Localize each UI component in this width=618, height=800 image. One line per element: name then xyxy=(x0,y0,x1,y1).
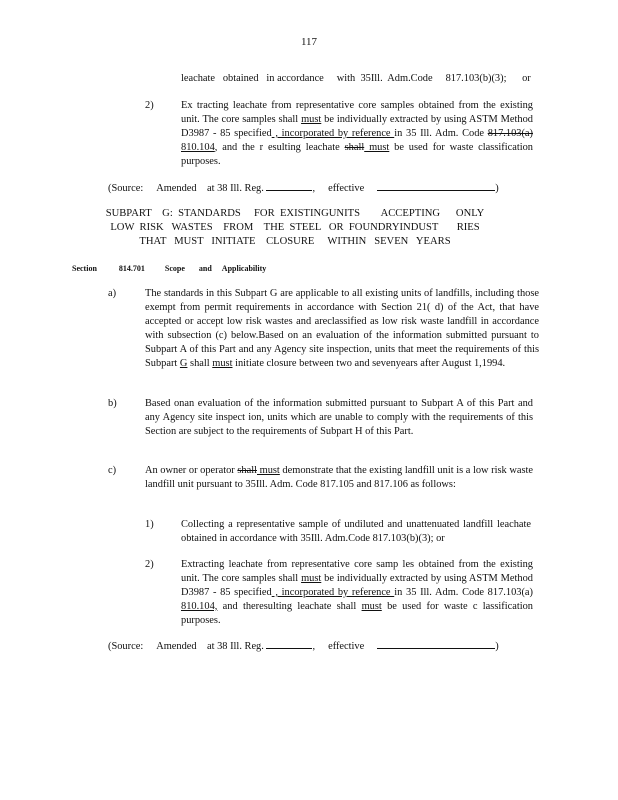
para-c-text: An owner or operator shall must demonstrate that the existing landfill unit is a low risk waste landfill unit pursuant to 35Ill. Adm. Code 817.105 and 817.106 as follows: xyxy=(145,465,533,490)
para-c-item-2-label: 2) xyxy=(145,559,154,570)
item-2-label: 2) xyxy=(145,100,154,111)
para-c-item-2-text: Extracting leachate from representative core samp les obtained from the existing unit. The core samples shall must be individually extracted by using ASTM Method D3987 - 85 specified , incorporated by reference in 35 Ill. Adm. Code 817.103(a) 810.104, and theresulting leachate shall must be used for waste c lassification purposes. xyxy=(181,559,533,626)
section-word: Section xyxy=(72,264,97,273)
subpart-line-2: LOW RISK WASTES FROM THE STEEL OR FOUNDRYINDUST RIES xyxy=(110,222,480,233)
para-c-label: c) xyxy=(108,465,117,476)
section-title-word-3: Applicability xyxy=(221,264,267,273)
para-c-item-1-label: 1) xyxy=(145,519,154,530)
page-number: 117 xyxy=(300,36,318,48)
section-heading xyxy=(72,262,266,276)
section-number: 814.701 xyxy=(118,264,145,273)
para-b-label: b) xyxy=(108,398,117,409)
para-c-item-1-text: Collecting a representative sample of undiluted and unattenuated landfill leachate obtained in accordance with 35Ill. Adm.Code 817.103(b)(3); or xyxy=(181,519,531,544)
section-title-word-2: and xyxy=(198,264,212,273)
subpart-line-3: THAT MUST INITIATE CLOSURE WITHIN SEVEN YEARS xyxy=(139,236,451,247)
source-note-top: (Source: Amended at 38 Ill. Reg. , effective ) xyxy=(108,183,499,194)
para-a-text: The standards in this Subpart G are applicable to all existing units of landfills, including those exempt from permit requirements in accordance with Section 21( d) of the Act, that have accepted or accept low risk wastes and areclassified as low risk waste landfill in accordance with subsection (c) below.Based on an evaluation of the information submitted pursuant to Subpart A of this Part and any Agency site inspection, units that meet the requirements of this Subpart G shall must initiate closure between two and sevenyears after August 1,1994. xyxy=(145,288,539,369)
para-a-label: a) xyxy=(108,288,117,299)
para-b-text: Based onan evaluation of the information submitted pursuant to Subpart A of this Part and any Agency site inspect ion, units which are unable to comply with the requirements of this Section are subject to the requirements of Subpart H of this Part. xyxy=(145,398,533,437)
subpart-line-1: SUBPART G: STANDARDS FOR EXISTINGUNITS ACCEPTING ONLY xyxy=(105,208,485,219)
subpart-heading xyxy=(100,207,490,249)
section-title-word-1: Scope xyxy=(164,264,185,273)
source-note-bottom: (Source: Amended at 38 Ill. Reg. , effective ) xyxy=(108,641,499,652)
continued-line: leachate obtained in accordance with 35Ill. Adm.Code 817.103(b)(3); or xyxy=(181,73,531,84)
item-2-text: Ex tracting leachate from representative core samples obtained from the existing unit. The core samples shall must be individually extracted by using ASTM Method D3987 - 85 specified , incorporated by reference in 35 Ill. Adm. Code 817.103(a) 810.104, and the r esulting leachate shall must be used for waste classification purposes. xyxy=(181,100,533,167)
